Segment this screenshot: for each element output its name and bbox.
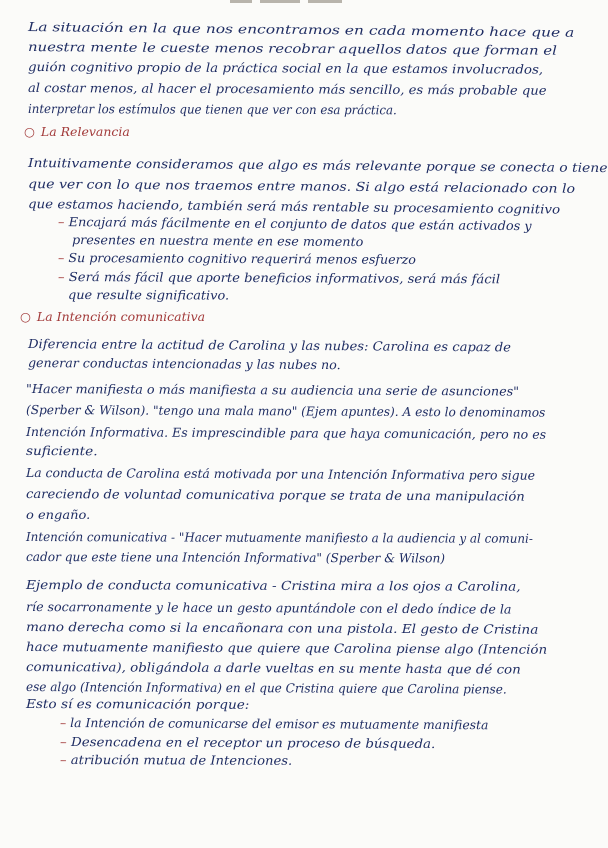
text-line: (Sperber & Wilson). "tengo una mala mano" (Ejem apuntes). A esto lo denominamos xyxy=(25,402,546,420)
text-line: Intención Informativa. Es imprescindible para que haya comunicación, pero no es xyxy=(25,424,547,442)
page-top-edge xyxy=(230,0,360,6)
text-line: Intuitivamente consideramos que algo es más relevante porque se conecta o tiene xyxy=(27,155,608,176)
list-item-text: Encajará más fácilmente en el conjunto de datos que están activados y xyxy=(68,214,532,234)
dash-bullet-icon: – xyxy=(59,734,67,750)
list-item-continuation: presentes en nuestra mente en ese momento xyxy=(71,232,364,250)
bullet-icon: ○ xyxy=(20,309,31,324)
text-line: La situación en la que nos encontramos en cada momento hace que a xyxy=(27,19,575,40)
text-line: comunicativa), obligándola a darle vueltas en su mente hasta que dé con xyxy=(25,659,521,677)
list-item-text: Desencadena en el receptor un proceso de búsqueda. xyxy=(70,734,436,751)
list-item xyxy=(58,270,500,286)
text-line: nuestra mente le cueste menos recobrar aquellos datos que forman el xyxy=(27,39,557,58)
text-line: guión cognitivo propio de la práctica social en la que estamos involucrados, xyxy=(27,59,544,77)
text-line: que estamos haciendo, también será más rentable su procesamiento cognitivo xyxy=(27,196,561,217)
section-heading-text: La Intención comunicativa xyxy=(36,309,206,324)
list-item xyxy=(58,215,532,233)
list-item-continuation: que resulte significativo. xyxy=(67,287,230,303)
text-line: Ejemplo de conducta comunicativa - Cristina mira a los ojos a Carolina, xyxy=(25,577,521,594)
list-item xyxy=(58,251,416,267)
dash-bullet-icon: – xyxy=(59,752,67,768)
text-line: interpretar los estímulos que tienen que ver con esa práctica. xyxy=(27,101,397,118)
text-line: ríe socarronamente y le hace un gesto apuntándole con el dedo índice de la xyxy=(25,599,512,617)
text-line: "Hacer manifiesta o más manifiesta a su audiencia una serie de asunciones" xyxy=(25,381,520,399)
text-line: Diferencia entre la actitud de Carolina y las nubes: Carolina es capaz de xyxy=(27,336,512,355)
text-line: careciendo de voluntad comunicativa porque se trata de una manipulación xyxy=(25,486,525,504)
text-line: La conducta de Carolina está motivada por una Intención Informativa pero sigue xyxy=(25,465,536,483)
text-line: generar conductas intencionadas y las nubes no. xyxy=(27,355,341,373)
dash-bullet-icon: – xyxy=(57,250,65,266)
section-heading-intencion xyxy=(20,310,205,324)
dash-bullet-icon: – xyxy=(59,715,67,731)
text-line: que ver con lo que nos traemos entre manos. Si algo está relacionado con lo xyxy=(27,176,576,196)
dash-bullet-icon: – xyxy=(57,214,65,230)
list-item-text: Su procesamiento cognitivo requerirá menos esfuerzo xyxy=(68,250,416,267)
list-item-text: atribución mutua de Intenciones. xyxy=(70,752,293,768)
section-heading-relevancia xyxy=(24,125,130,139)
list-item xyxy=(60,735,435,751)
text-line: mano derecha como si la encañonara con una pistola. El gesto de Cristina xyxy=(25,619,539,637)
dash-bullet-icon: – xyxy=(57,269,65,285)
list-item-text: Será más fácil que aporte beneficios informativos, será más fácil xyxy=(68,269,501,287)
text-line: Esto sí es comunicación porque: xyxy=(25,696,250,712)
text-line: hace mutuamente manifiesto que quiere que Carolina piense algo (Intención xyxy=(25,639,548,657)
text-line: suficiente. xyxy=(25,443,98,459)
list-item-text: la Intención de comunicarse del emisor es mutuamente manifiesta xyxy=(70,715,489,733)
list-item xyxy=(60,716,488,732)
text-line: o engaño. xyxy=(26,507,91,522)
text-line: ese algo (Intención Informativa) en el que Cristina quiere que Carolina piense. xyxy=(25,679,507,697)
text-line: cador que este tiene una Intención Informativa" (Sperber & Wilson) xyxy=(25,549,446,566)
bullet-icon: ○ xyxy=(24,124,35,139)
list-item xyxy=(60,753,292,768)
section-heading-text: La Relevancia xyxy=(40,124,130,139)
text-line: al costar menos, al hacer el procesamiento más sencillo, es más probable que xyxy=(27,80,547,98)
text-line: Intención comunicativa - "Hacer mutuamente manifiesto a la audiencia y al comuni- xyxy=(25,529,533,546)
